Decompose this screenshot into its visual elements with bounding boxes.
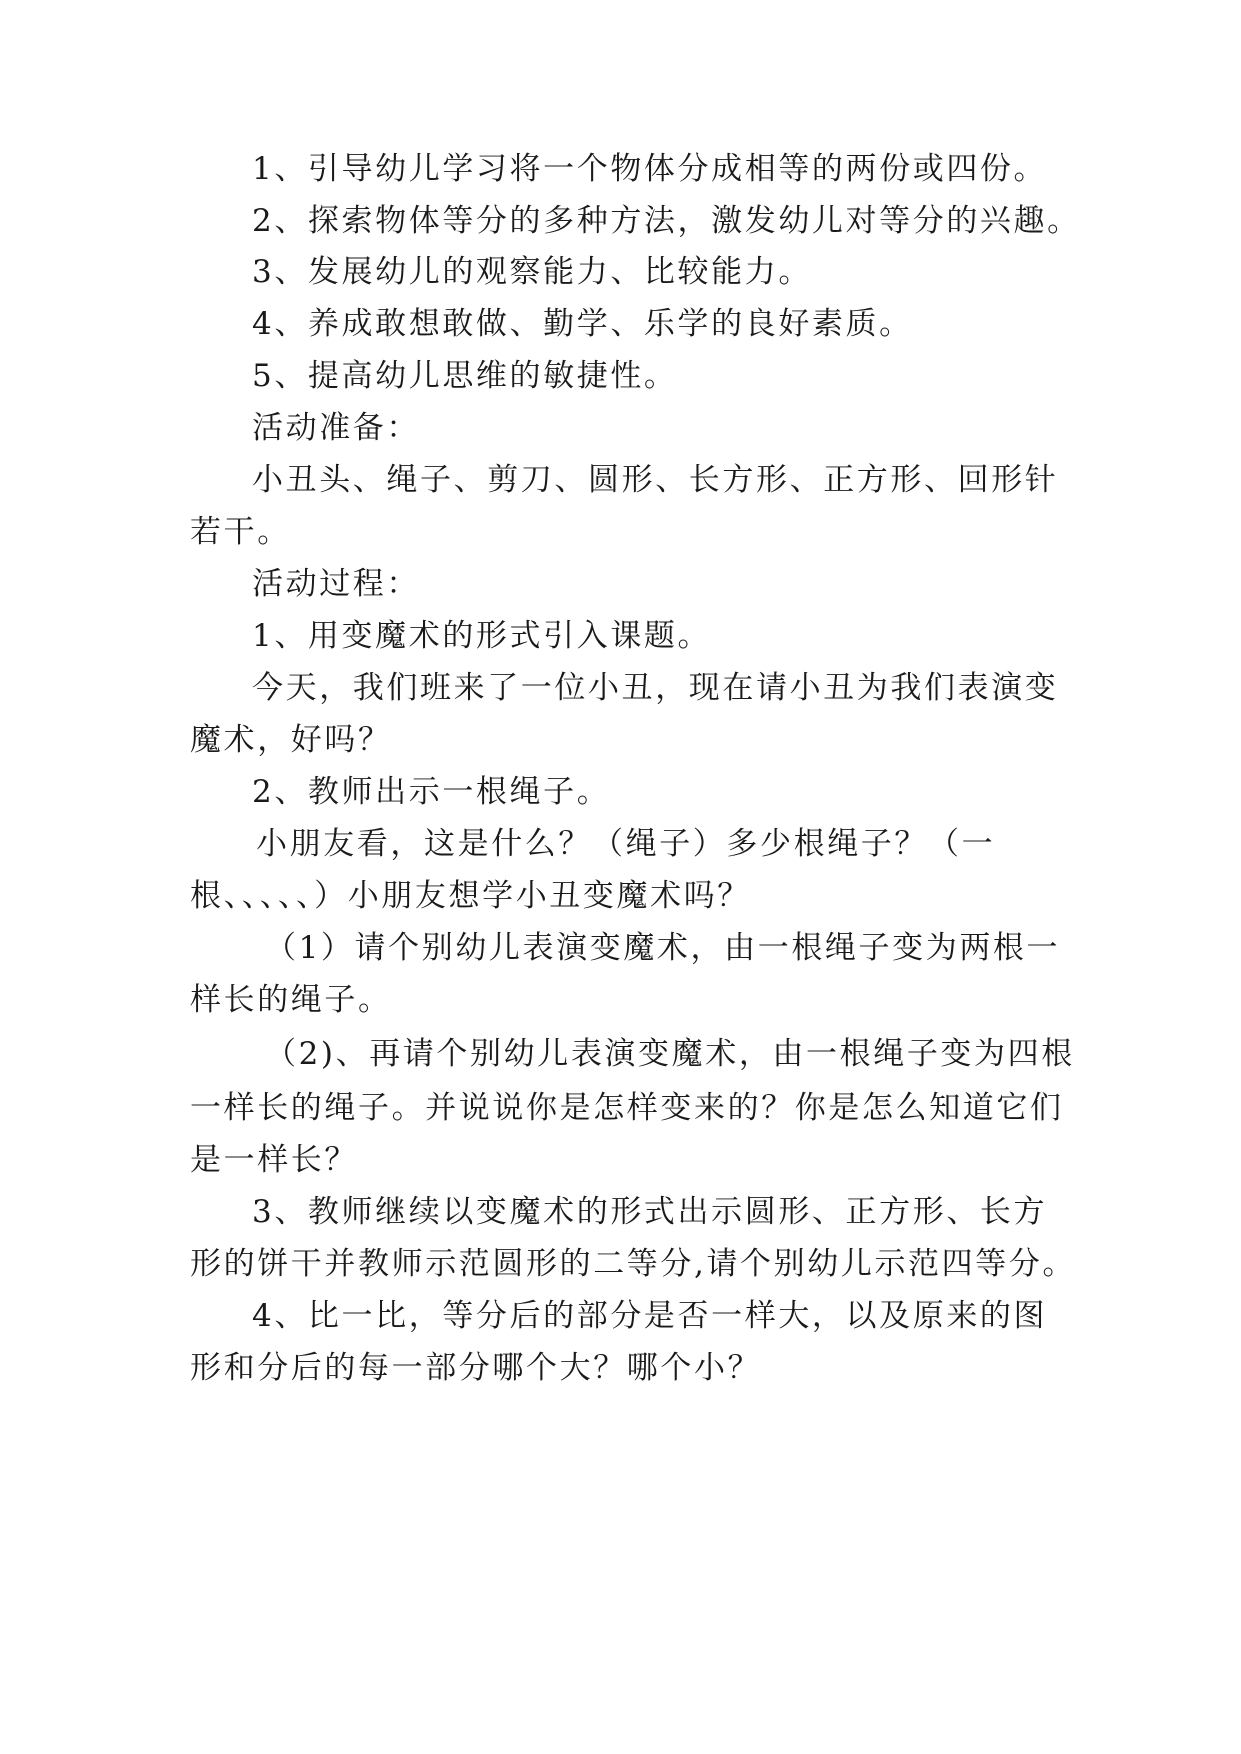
sub2-line3: 是一样长？ (190, 1142, 358, 1178)
step4-line2: 形和分后的每一部分哪个大？哪个小？ (190, 1350, 762, 1386)
step1-text-line1: 今天，我们班来了一位小丑，现在请小丑为我们表演变 (252, 670, 1059, 706)
prep-text-line2: 若干。 (190, 514, 291, 550)
step1-heading: 1、用变魔术的形式引入课题。 (252, 618, 712, 654)
goal-2: 2、探索物体等分的多种方法，激发幼儿对等分的兴趣。 (252, 203, 1081, 239)
goal-5: 5、提高幼儿思维的敏捷性。 (252, 358, 678, 394)
prep-text-line1: 小丑头、绳子、剪刀、圆形、长方形、正方形、回形针 (252, 462, 1059, 498)
step3-line2: 形的饼干并教师示范圆形的二等分,请个别幼儿示范四等分。 (190, 1246, 1077, 1282)
prep-heading: 活动准备： (252, 410, 420, 446)
step2-heading: 2、教师出示一根绳子。 (252, 774, 611, 810)
step1-text-line2: 魔术，好吗？ (190, 722, 392, 758)
goal-4: 4、养成敢想敢做、勤学、乐学的良好素质。 (252, 306, 913, 342)
sub2-line1: （2)、再请个别幼儿表演变魔术，由一根绳子变为四根 (265, 1036, 1075, 1072)
sub1-line1: （1）请个别幼儿表演变魔术，由一根绳子变为两根一 (265, 930, 1061, 966)
step2-text-line2: 根、、、、、）小朋友想学小丑变魔术吗？ (190, 878, 751, 914)
goal-3: 3、发展幼儿的观察能力、比较能力。 (252, 254, 812, 290)
step2-text-line1: 小朋友看，这是什么？（绳子）多少根绳子？（一 (256, 826, 996, 862)
sub1-line2: 样长的绳子。 (190, 982, 392, 1018)
sub2-line2: 一样长的绳子。并说说你是怎样变来的？你是怎么知道它们 (190, 1090, 1064, 1126)
goal-1: 1、引导幼儿学习将一个物体分成相等的两份或四份。 (252, 151, 1048, 187)
process-heading: 活动过程： (252, 566, 420, 602)
step4-line1: 4、比一比，等分后的部分是否一样大，以及原来的图 (252, 1298, 1048, 1334)
step3-line1: 3、教师继续以变魔术的形式出示圆形、正方形、长方 (252, 1194, 1048, 1230)
